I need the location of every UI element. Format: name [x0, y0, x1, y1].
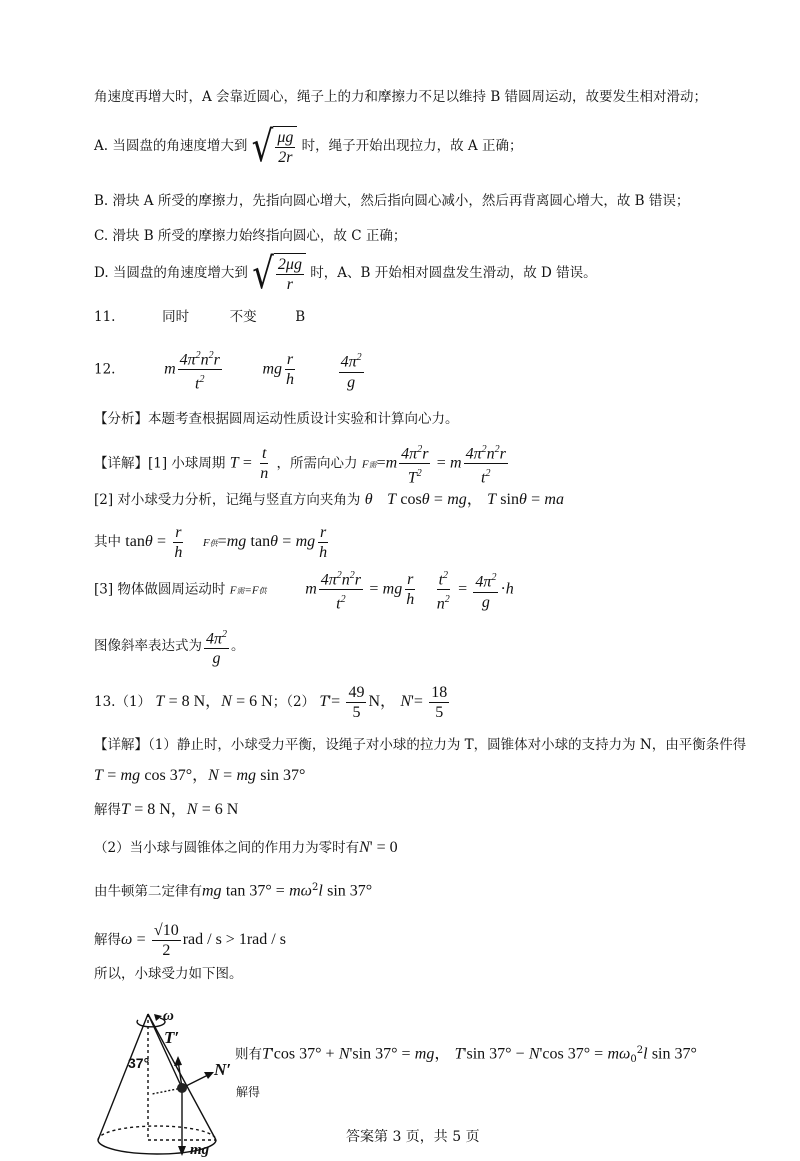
- option-d-prefix: D. 当圆盘的角速度增大到: [94, 265, 248, 281]
- q11-answer-2: 不变: [229, 309, 257, 325]
- omega-label: ω: [163, 1008, 174, 1024]
- normal-label: N′: [214, 1060, 232, 1079]
- q13-number: 13.（1）: [94, 694, 152, 710]
- slope-line: 图像斜率表达式为 $\frac{4\pi^2}{g}$ 。: [94, 624, 245, 668]
- detail-1-prefix: 【详解】[1] 小球周期: [94, 455, 226, 472]
- q13-middle: ；（2）: [272, 694, 316, 710]
- then-label: 则有: [235, 1046, 262, 1063]
- q11-number: 11.: [94, 309, 116, 325]
- newton-line: 由牛顿第二定律有mg $\tan 37^\circ = m\omega^2l$ sin 37°: [94, 882, 373, 900]
- detail-13-1: 【详解】（1）静止时，小球受力平衡，设绳子对小球的拉力为 T，圆锥体对小球的支持力为 N，由平衡条件得: [94, 737, 747, 753]
- detail-13-2: （2）当小球与圆锥体之间的作用力为零时有N' = 0: [94, 839, 398, 856]
- solve-2-label: 解得: [94, 932, 121, 948]
- solve-1-label: 解得: [94, 802, 121, 818]
- weight-label: mg: [190, 1142, 210, 1158]
- detail-2b-prefix: 其中: [94, 534, 121, 550]
- answer-12: 12. m $\frac{4\pi^2n^2r}{t^2}$ mg $\frac{r}{h}$ $\frac{4\pi^2}{g}$: [94, 346, 366, 394]
- detail-3-prefix: [3] 物体做圆周运动时: [94, 581, 226, 598]
- detail-2: [2] 对小球受力分析，记绳与竖直方向夹角为 θ T cosθ = mg， T sinθ = ma: [94, 491, 564, 508]
- detail-2b: 其中 tanθ = $\frac{r}{h}$ F供=mg tanθ = mg $\frac{r}{h}$: [94, 524, 328, 561]
- eq-equilibrium: T = mg cos 37°，N = mg sin 37°: [94, 767, 306, 784]
- q12-number: 12.: [94, 361, 116, 378]
- answer-13: 13.（1） T = 8 N，N = 6 N；（2） T'= $\frac{49}{5}$ N， N'= $\frac{18}{5}$: [94, 684, 448, 721]
- analysis-line: 【分析】本题考查根据圆周运动性质设计实验和计算向心力。: [94, 411, 459, 427]
- solve-3: 解得: [236, 1085, 261, 1099]
- detail-13-2-text: （2）当小球与圆锥体之间的作用力为零时有: [94, 840, 360, 856]
- tension-label: T′: [164, 1028, 180, 1047]
- final-equations: 则有T'cos 37° + N'sin 37° = mg， T'sin 37° − N'cos $37^\circ = m\omega_0^2l$ sin 37°: [235, 1045, 697, 1066]
- q11-answer-3: B: [295, 309, 306, 325]
- option-c: C. 滑块 B 所受的摩擦力始终指向圆心，故 C 正确；: [94, 228, 407, 244]
- slope-prefix: 图像斜率表达式为: [94, 638, 202, 654]
- angle-label: 37°: [128, 1055, 150, 1071]
- detail-1: 【详解】[1] 小球周期 T = $\frac{t}{n}$ ，所需向心力 F需=m $\frac{4\pi^2r}{T^2}$ = m $\frac{4\pi^2n^2r}{t^2}$: [94, 440, 510, 488]
- option-a-suffix: 时，绳子开始出现拉力，故 A 正确；: [301, 138, 523, 154]
- option-d: D. 当圆盘的角速度增大到 √ $\frac{2\mu g}{r}$ 时，A、B 开始相对圆盘发生滑动，故 D 错误。: [94, 248, 597, 299]
- so-line: 所以，小球受力如下图。: [94, 966, 243, 982]
- newton-label: 由牛顿第二定律有: [94, 883, 202, 900]
- detail-3: [3] 物体做圆周运动时 F需=F供 m $\frac{4\pi^2n^2r}{t^2}$ = mg $\frac{r}{h}$ $\frac{t^2}{n^2}$ = $\frac{4\pi^2}{g}$ ·h: [94, 566, 514, 614]
- detail-1-middle: ，所需向心力: [276, 455, 358, 472]
- option-d-suffix: 时，A、B 开始相对圆盘发生滑动，故 D 错误。: [310, 265, 597, 281]
- q11-answer-1: 同时: [162, 309, 190, 325]
- answer-11: [94, 308, 305, 326]
- solve-1: 解得T = 8 N，N = 6 N: [94, 801, 239, 818]
- text-line-1: 角速度再增大时，A 会靠近圆心，绳子上的力和摩擦力不足以维持 B 错圆周运动，故要发生相对滑动；: [94, 89, 708, 105]
- slope-suffix: 。: [231, 638, 245, 654]
- detail-2-prefix: [2] 对小球受力分析，记绳与竖直方向夹角为: [94, 492, 361, 508]
- option-b: B. 滑块 A 所受的摩擦力，先指向圆心增大，然后指向圆心减小，然后再背离圆心增大，故 B 错误；: [94, 193, 690, 209]
- page-footer: 答案第 3 页，共 5 页: [346, 1129, 480, 1145]
- option-a-prefix: A. 当圆盘的角速度增大到: [94, 138, 248, 154]
- solve-2: 解得ω = $\frac{√10}{2}$ rad / s > 1rad / s: [94, 922, 286, 959]
- option-a: A. 当圆盘的角速度增大到 √ $\frac{\mu g}{2r}$ 时，绳子开始出现拉力，故 A 正确；: [94, 121, 523, 172]
